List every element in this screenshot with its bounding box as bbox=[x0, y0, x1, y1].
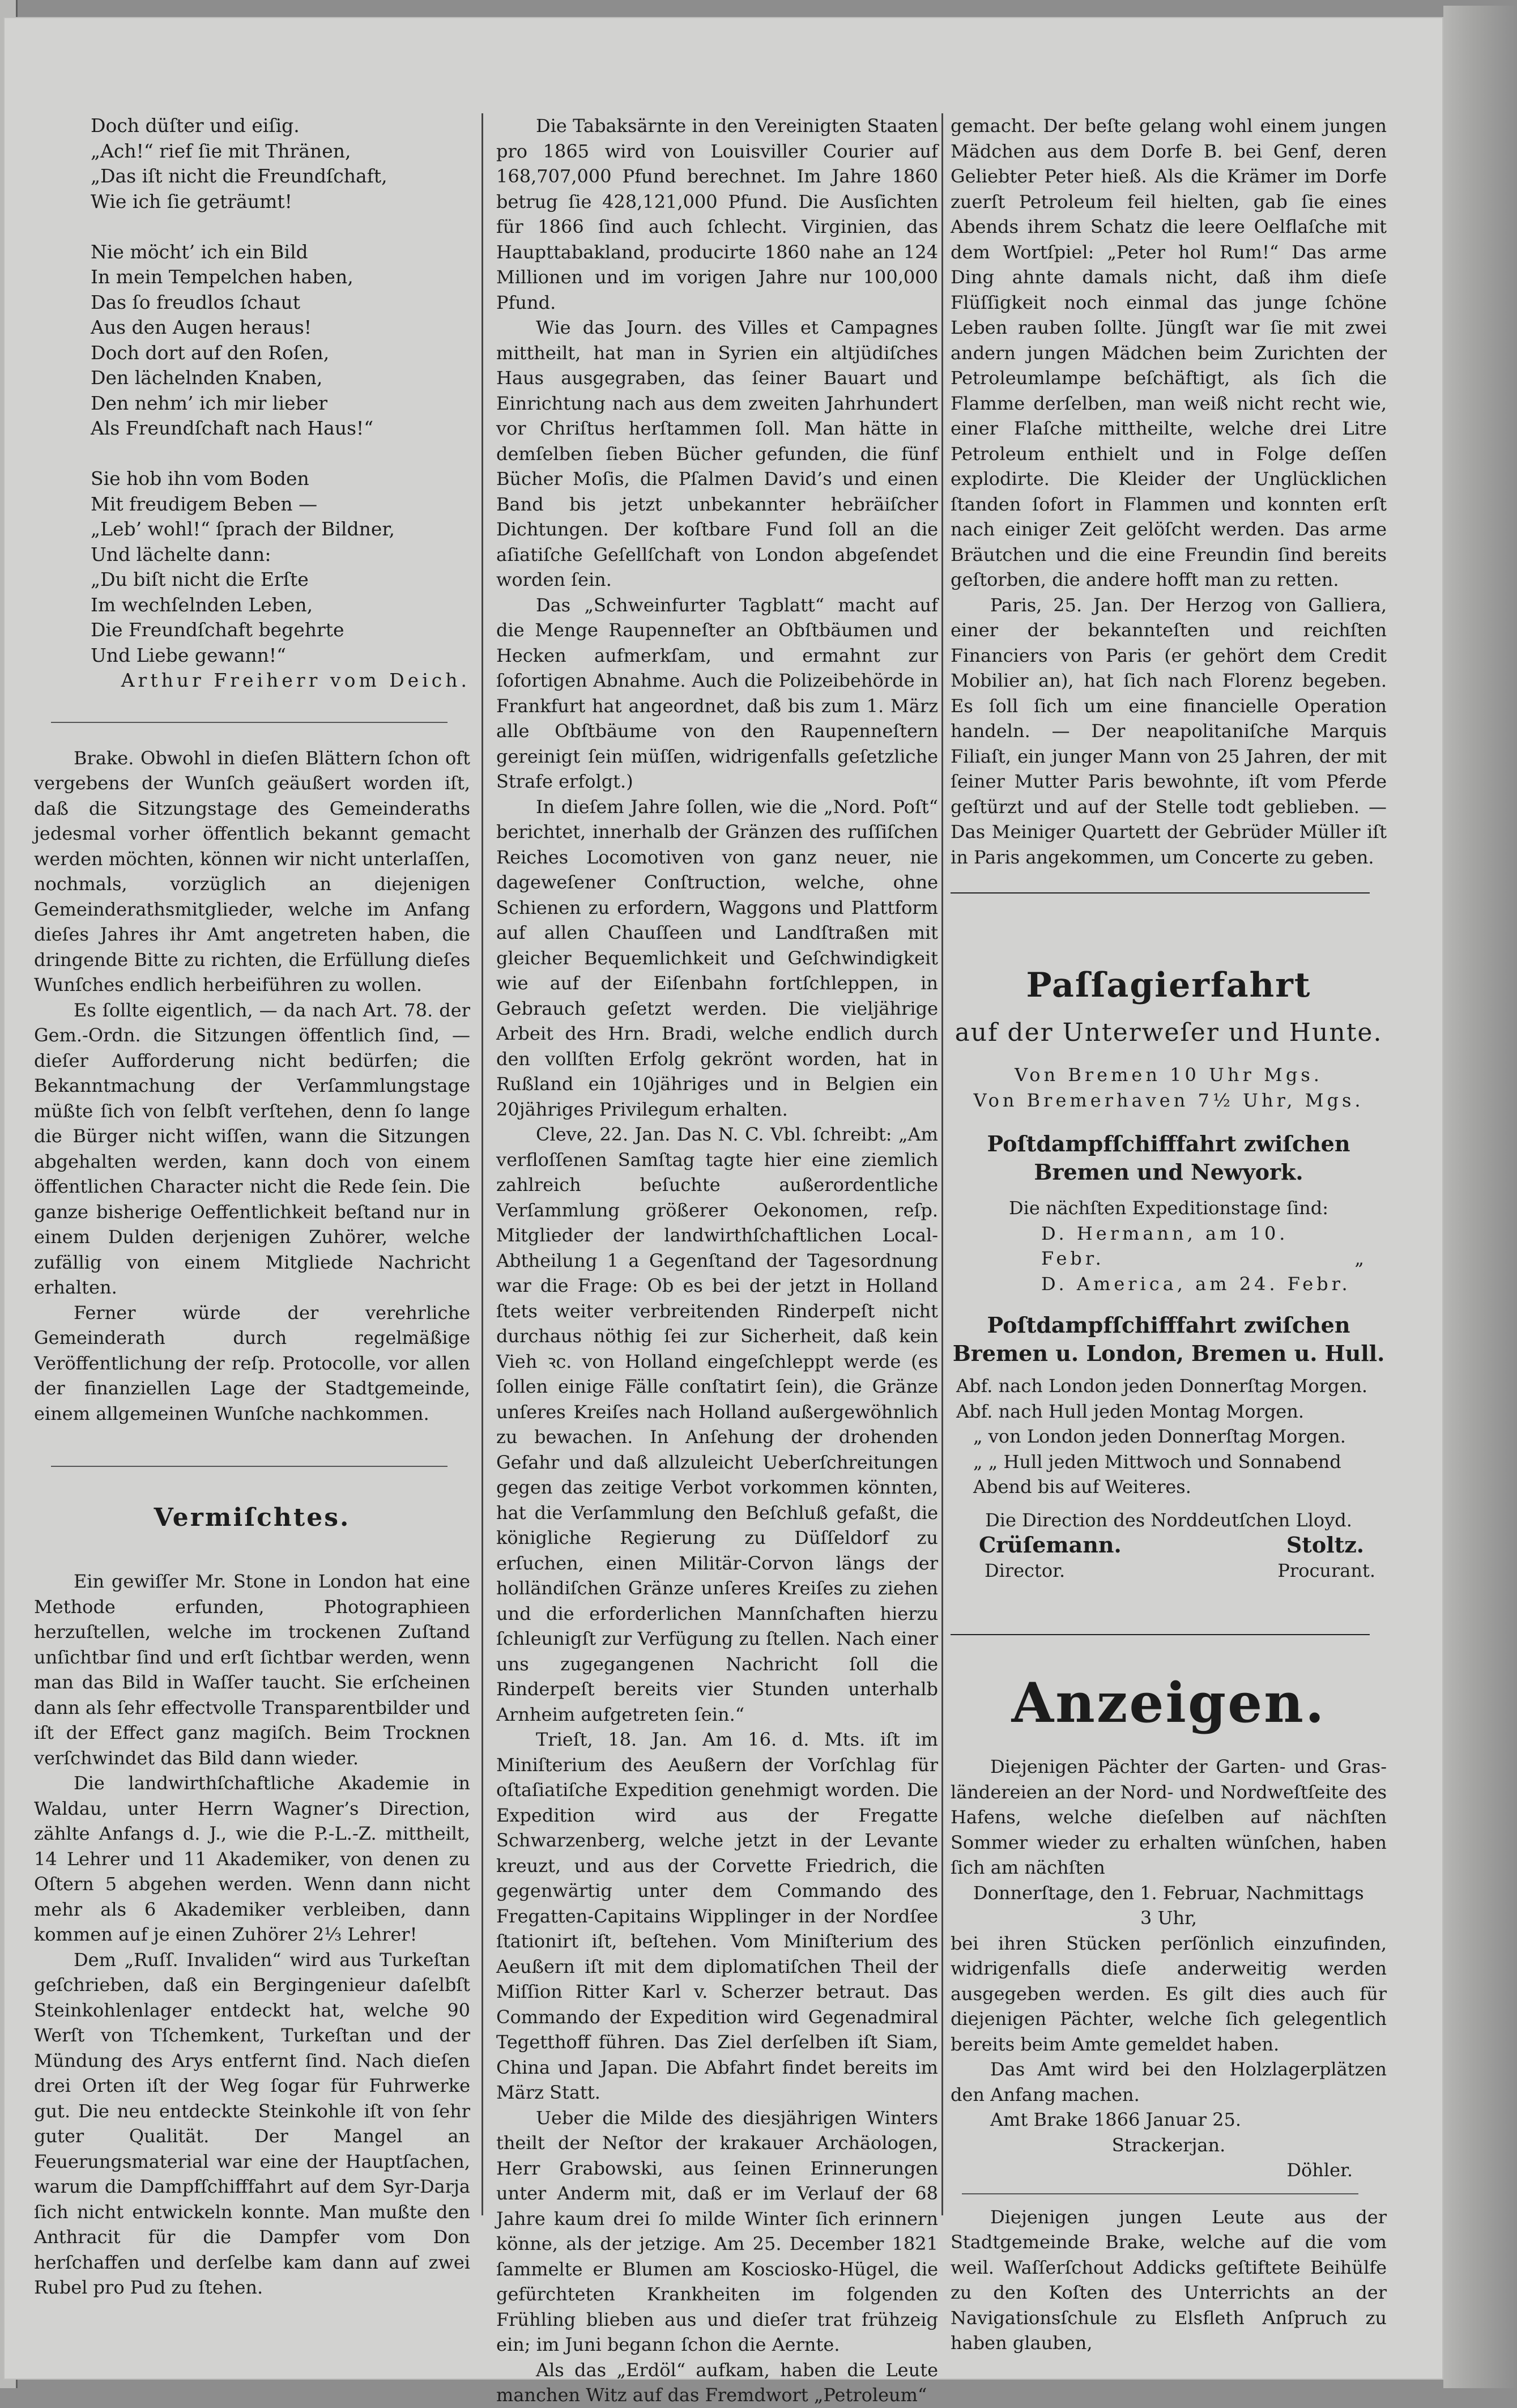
book-page-edge bbox=[1443, 6, 1517, 2388]
cleve-article: Cleve, 22. Jan. Das N. C. Vbl. ſchreibt: „Am verfloſſenen Samſtag tagte hier eine ziemlich zahlreich beſuchte außerordentliche Verſammlung größerer Oekonomen, reſp. Mitglieder der landwirthſchaftlichen Local-Abtheilung 1 a Gegenſtand der Tagesordnung war die Frage: Ob es bei der jetzt in Holland ſtets weiter verbreitenden Rinderpeſt nicht durchaus nöthig ſei zur Sicherheit, daß kein Vieh ꝛc. von Holland eingeſchleppt werde (es ſollen einige Fälle conſtatirt ſein), die Gränze unſeres Kreiſes nach Holland außergewöhnlich zu bewachen. In Anſehung der drohenden Gefahr und daß allzuleicht Ueberſchreitungen gegen das zeitige Verbot vorkommen könnten, hat die Verſammlung den Beſchluß gefaßt, die königliche Regierung zu Düſſeldorf zu erſuchen, einen Militär-Corvon längs der holländiſchen Gränze unſeres Kreiſes zu ziehen und die erforderlichen Mannſchaften hierzu ſchleunigſt zur Verfügung zu ſtellen. Nach einer uns zugegangenen Nachricht ſoll die Rinderpeſt bereits vier Stunden unterhalb Arnheim aufgetreten ſein.“ bbox=[496, 1124, 938, 1725]
signers-row bbox=[951, 1533, 1387, 1558]
misc-para-3: Dem „Ruſſ. Invaliden“ wird aus Turkeſtan geſchrieben, daß ein Bergingenieur daſelbſt Steinkohlenlager entdeckt hat, welche 90 Werſt von Tſchemkent, Turkeſtan und der Mündung des Arys entfernt ſind. Nach dieſen drei Orten iſt der Weg ſogar für Fuhrwerke gut. Die neu entdeckte Steinkohle iſt von ſehr guter Qualität. Der Mangel an Feuerungsmaterial war eine der Hauptſachen, warum die Dampfſchifffahrt auf dem Syr-Darja ſich nicht entwickeln konnte. Man mußte den Anthracit für die Dampfer vom Don herſchaffen und derſelbe kam dann auf zwei Rubel pro Pud zu ſtehen. bbox=[34, 1948, 470, 2298]
poem-line: Den lächelnden Knaben, bbox=[91, 367, 323, 389]
anzeigen-section bbox=[951, 1669, 1387, 2356]
ditto-mark: „ bbox=[1354, 1247, 1364, 1269]
poem-stanza-break bbox=[91, 214, 470, 240]
signer-2: Stoltz. bbox=[1286, 1532, 1364, 1558]
brake-para-1: Brake. Obwohl in dieſen Blättern ſchon oft vergebens der Wunſch geäußert worden iſt, daß die Sitzungstage des Gemeinderaths jedesmal vorher öffentlich bekannt gemacht werden möchten, können wir nicht unterlaſſen, nochmals, vorzüglich an diejenigen Gemeinderathsmitglieder, welche im Anfang dieſes Jahres ihr Amt angetreten haben, die dringende Bitte zu richten, die Erfüllung dieſes Wunſches endlich herbeiführen zu wollen. bbox=[34, 747, 470, 995]
poem-line: „Das iſt nicht die Freundſchaft, bbox=[91, 165, 387, 187]
newyork-heading: Poſtdampfſchifffahrt zwiſchen Bremen und Newyork. bbox=[987, 1131, 1350, 1185]
poem-line: Nie möcht’ ich ein Bild bbox=[91, 240, 308, 263]
ship-ad-subtitle: auf der Unterweſer und Hunte. bbox=[954, 1018, 1383, 1047]
poem-line: Die Freundſchaft begehrte bbox=[91, 619, 344, 641]
anzeigen-para-1: Diejenigen Pächter der Garten- und Gras- ländereien an der Nord- und Nordweſtſeite des Hafens, welche dieſelben auf nächſten Sommer wieder zu erhalten wünſchen, haben ſich am nächſten bbox=[951, 1756, 1387, 1878]
tobacco-article: Die Tabaksärnte in den Vereinigten Staaten pro 1865 wird von Louisviller Courier auf 168,707,000 Pfund berechnet. Im Jahre 1860 betrug ſie 428,121,000 Pfund. Die Ausſichten für 1866 ſind auch ſchlecht. Virginien, das Haupttabakland, producirte 1860 nahe an 124 Millionen und im vorigen Jahre nur 100,000 Pfund. bbox=[496, 115, 938, 313]
poem-line: Und lächelte dann: bbox=[91, 543, 271, 565]
poem bbox=[34, 113, 470, 668]
misc-para-1: Ein gewiſſer Mr. Stone in London hat eine Methode erfunden, Photographieen herzuſtellen, welche im trockenen Zuſtand unſichtbar ſind und erſt ſichtbar werden, wenn man das Bild in Waſſer taucht. Sie erſcheinen dann als ſehr effectvolle Transparentbilder und iſt der Effect ganz magiſch. Beim Trocknen verſchwindet das Bild dann wieder. bbox=[34, 1571, 470, 1769]
section-divider bbox=[962, 2193, 1358, 2194]
poem-author: Arthur Freiherr vom Deich. bbox=[121, 669, 470, 691]
anzeigen-place-date: Amt Brake 1866 Januar 25. bbox=[990, 2109, 1242, 2130]
role-2: Procurant. bbox=[1277, 1559, 1375, 1581]
section-divider bbox=[51, 722, 448, 723]
misc-para-2: Die landwirthſchaftliche Akademie in Waldau, unter Herrn Wagner’s Direction, zählte Anfangs d. J., wie die P.-L.-Z. mittheilt, 14 Lehrer und 11 Akademiker, von denen zu Oſtern 5 abgehen werden. Wenn dann nicht mehr als 6 Akademiker verbleiben, dann kommen auf je einen Zuhörer 2⅓ Lehrer! bbox=[34, 1772, 470, 1945]
ship-advertisement bbox=[951, 962, 1387, 1583]
column-1 bbox=[34, 113, 470, 2300]
role-1: Director. bbox=[985, 1559, 1066, 1581]
poem-line: Wie ich ſie geträumt! bbox=[91, 190, 292, 212]
anzeigen-title: Anzeigen. bbox=[1011, 1671, 1326, 1735]
poem-lines bbox=[91, 113, 470, 668]
london-schedule bbox=[951, 1373, 1387, 1500]
petroleum-article-start: Als das „Erdöl“ aufkam, haben die Leute manchen Witz auf das Fremdwort „Petroleum“ bbox=[496, 2359, 938, 2406]
poem-line: Doch dort auf den Roſen, bbox=[91, 341, 330, 364]
poem-line: Sie hob ihn vom Boden bbox=[91, 467, 309, 490]
poem-line: Mit freudigem Beben — bbox=[91, 492, 318, 515]
anzeigen-para-2: bei ihren Stücken perſönlich einzufinden, widrigenfalls dieſe anderweitig werden ausgegeben werden. Es gilt dies auch für diejenigen Pächter, welche ſich gelegentlich bereits beim Amte gemeldet haben. bbox=[951, 1932, 1387, 2055]
newyork-date-2: D. America, am 24. Febr. bbox=[1041, 1273, 1351, 1295]
anzeigen-time-line: 3 Uhr, bbox=[1140, 1907, 1198, 1929]
column-3 bbox=[951, 113, 1387, 2356]
anzeigen-para-3: Das Amt wird bei den Holzlagerplätzen den Anfang machen. bbox=[951, 2058, 1387, 2105]
poem-line: Doch düſter und eiſig. bbox=[91, 114, 300, 137]
brake-report bbox=[34, 746, 470, 1427]
london-line-3: „ von London jeden Donnerſtag Morgen. bbox=[973, 1426, 1346, 1447]
newyork-date-row bbox=[951, 1221, 1387, 1297]
signer-1: Crüſemann. bbox=[979, 1532, 1122, 1558]
newyork-intro: Die nächſten Expeditionstage ſind: bbox=[1008, 1197, 1329, 1219]
section-divider bbox=[51, 1466, 448, 1467]
ship-time-bremerhaven: Von Bremerhaven 7½ Uhr, Mgs. bbox=[973, 1089, 1364, 1111]
column-rule-2 bbox=[941, 113, 943, 2215]
poem-line: Und Liebe gewann!“ bbox=[91, 644, 287, 666]
roles-row bbox=[951, 1558, 1387, 1584]
ship-time-bremen: Von Bremen 10 Uhr Mgs. bbox=[1015, 1064, 1323, 1086]
misc-section bbox=[34, 1569, 470, 2300]
anzeigen-date-line: Donnerſtage, den 1. Februar, Nachmittags bbox=[973, 1882, 1364, 1904]
column-rule-1 bbox=[481, 113, 483, 2215]
anzeigen-signer-2: Döhler. bbox=[1286, 2159, 1353, 2181]
triest-article: Trieſt, 18. Jan. Am 16. d. Mts. iſt im Miniſterium des Aeußern der Vorſchlag für oſtaſiatiſche Expedition genehmigt worden. Die Expedition wird aus der Fregatte Schwarzenberg, welche jetzt in der Levante kreuzt, und aus der Corvette Friedrich, die gegenwärtig unter dem Commando des Fregatten-Capitains Wipplinger in der Nordſee ſtationirt iſt, beſtehen. Vom Miniſterium des Aeußern iſt mit dem diplomatiſchen Theil der Miſſion Ritter Karl v. Scherzer betraut. Das Commando der Expedition wird Gegenadmiral Tegetthoff führen. Das Ziel derſelben iſt Siam, China und Japan. Die Abfahrt findet bereits im März Statt. bbox=[496, 1729, 938, 2103]
poem-line: Aus den Augen heraus! bbox=[91, 316, 312, 338]
poem-line: Als Freundſchaft nach Haus!“ bbox=[91, 417, 374, 439]
poem-line: Im wechſelnden Leben, bbox=[91, 593, 313, 616]
poem-line: „Ach!“ rief ſie mit Thränen, bbox=[91, 139, 351, 162]
lloyd-direction: Die Direction des Norddeutſchen Lloyd. bbox=[985, 1509, 1352, 1531]
newyork-date-1: D. Hermann, am 10. Febr. bbox=[1041, 1222, 1289, 1269]
brake-para-2: Es ſollte eigentlich, — da nach Art. 78. der Gem.-Ordn. die Sitzungen öffentlich ſind, — dieſer Aufforderung nicht bedürfen; die Bekanntmachung der Verſammlungstage müßte ſich von ſelbſt verſtehen, denn ſo lange die Bürger nicht wiſſen, wann die Sitzungen abgehalten werden, kann doch von einem öffentlichen Character nicht die Rede ſein. Die ganze bisherige Oeffentlichkeit beſtand nur in einem Dulden derjenigen Zuhörer, welche zufällig von einem Mitgliede Nachricht erhalten. bbox=[34, 999, 470, 1298]
poem-stanza-break bbox=[91, 441, 470, 467]
poem-line: Den nehm’ ich mir lieber bbox=[91, 392, 327, 414]
misc-heading: Vermiſchtes. bbox=[154, 1503, 351, 1532]
london-line-1: Abf. nach London jeden Donnerſtag Morgen. bbox=[956, 1375, 1368, 1397]
section-divider bbox=[951, 892, 1370, 894]
london-line-4: „ „ Hull jeden Mittwoch und Sonnabend Abend bis auf Weiteres. bbox=[973, 1450, 1341, 1497]
paris-article: Paris, 25. Jan. Der Herzog von Galliera, einer der bekannteſten und reichſten Financiers von Paris (er gehört dem Credit Mobilier an), hat ſich nach Florenz begeben. Es ſoll ſich um eine financielle Operation handeln. — Der neapolitaniſche Marquis Filiaſt, ein junger Mann von 25 Jahren, der mit ſeiner Mutter Paris bewohnte, iſt vom Pferde geſtürzt und auf der Stelle todt geblieben. — Das Meiniger Quartett der Gebrüder Müller iſt in Paris angekommen, um Concerte zu geben. bbox=[951, 594, 1387, 868]
london-line-2: Abf. nach Hull jeden Montag Morgen. bbox=[956, 1400, 1305, 1422]
ship-ad-title: Paſſagierfahrt bbox=[1026, 965, 1311, 1005]
poem-line: „Leb’ wohl!“ ſprach der Bildner, bbox=[91, 518, 395, 540]
poem-line: Das ſo freudlos ſchaut bbox=[91, 291, 301, 313]
syria-article: Wie das Journ. des Villes et Campagnes mittheilt, hat man in Syrien ein altjüdiſches Haus ausgegraben, das ſeiner Bauart und Einrichtung nach aus dem zweiten Jahrhundert vor Chriſtus herſtammen ſoll. Man hätte in demſelben ſieben Bücher gefunden, die fünf Bücher Moſis, die Pſalmen David’s und einen Band bis jetzt unbekannter hebräiſcher Dichtungen. Der koſtbare Fund ſoll an die aſiatiſche Geſellſchaft von London abgeſendet worden ſein. bbox=[496, 317, 938, 590]
locomotive-article: In dieſem Jahre ſollen, wie die „Nord. Poſt“ berichtet, innerhalb der Gränzen des ruſſiſchen Reiches Locomotiven von ganz neuer, nie dageweſener Conſtruction, welche, ohne Schienen zu erfordern, Waggons und Plattform auf allen Chauſſeen und Landſtraßen mit gleicher Bequemlichkeit und Geſchwindigkeit wie auf der Eiſenbahn fortſchleppen, in Gebrauch geſetzt werden. Die vieljährige Arbeit des Hrn. Bradi, welche endlich durch den vollſten Erfolg gekrönt worden, hat in Rußland ein 10jähriges und in Belgien ein 20jähriges Privilegum erhalten. bbox=[496, 795, 938, 1120]
winter-article: Ueber die Milde des diesjährigen Winters theilt der Neſtor der krakauer Archäologen, Herr Grabowski, aus ſeinen Erinnerungen unter Anderm mit, daß er im Verlauf der 68 Jahre kaum drei ſo milde Winter ſich erinnern könne, als der jetzige. Am 25. December 1821 ſammelte er Blumen am Kosciosko-Hügel, die gefürchteten Krankheiten im folgenden Frühling blieben aus und dieſer trat frühzeig ein; im Juni begann ſchon die Aernte. bbox=[496, 2107, 938, 2355]
petroleum-article-cont: gemacht. Der beſte gelang wohl einem jungen Mädchen aus dem Dorfe B. bei Genf, deren Geliebter Peter hieß. Als die Krämer im Dorfe zuerſt Petroleum feil hielten, gab ſie eines Abends ihrem Schatz die leere Oelflaſche mit dem Wortſpiel: „Peter hol Rum!“ Das arme Ding ahnte damals nicht, daß ihm dieſe Flüſſigkeit noch einmal das junge ſchöne Leben rauben ſollte. Jüngſt war ſie mit zwei andern jungen Mädchen beim Zurichten der Petroleumlampe beſchäftigt, als ſich die Flamme derſelben, man weiß nicht recht wie, einer Flaſche mittheilte, welche drei Litre Petroleum enthielt und in Folge deſſen explodirte. Die Kleider der Unglücklichen ſtanden ſofort in Flammen und konnten erſt nach einiger Zeit gelöſcht werden. Das arme Bräutchen und die eine Freundin ſind bereits geſtorben, die andere hofft man zu retten. bbox=[951, 115, 1387, 590]
poem-line: „Du biſt nicht die Erſte bbox=[91, 568, 309, 590]
column-2 bbox=[496, 113, 938, 2408]
section-divider bbox=[951, 1634, 1370, 1635]
anzeigen-signer-1: Strackerjan. bbox=[1111, 2134, 1226, 2156]
anzeigen-para-4: Diejenigen jungen Leute aus der Stadtgemeinde Brake, welche auf die vom weil. Waſſerſchout Addicks geſtiftete Beihülfe zu den Koſten des Unterrichts an der Navigationsſchule zu Elsfleth Anſpruch zu haben glauben, bbox=[951, 2206, 1387, 2354]
caterpillar-article: Das „Schweinfurter Tagblatt“ macht auf die Menge Raupenneſter an Obſtbäumen und Hecken aufmerkſam, und ermahnt zur ſofortigen Abnahme. Auch die Polizeibehörde in Frankfurt hat angeordnet, daß bis zum 1. März alle Obſtbäume von den Raupenneſtern gereinigt ſein müſſen, widrigenfalls geſetzliche Strafe erfolgt.) bbox=[496, 594, 938, 792]
poem-line: In mein Tempelchen haben, bbox=[91, 266, 353, 288]
brake-para-3: Ferner würde der verehrliche Gemeinderath durch regelmäßige Veröffentlichung der reſp. Protocolle, vor allen der finanziellen Lage der Stadtgemeinde, einem allgemeinen Wunſche nachkommen. bbox=[34, 1301, 470, 1424]
london-heading: Poſtdampfſchifffahrt zwiſchen Bremen u. London, Bremen u. Hull. bbox=[952, 1312, 1385, 1366]
